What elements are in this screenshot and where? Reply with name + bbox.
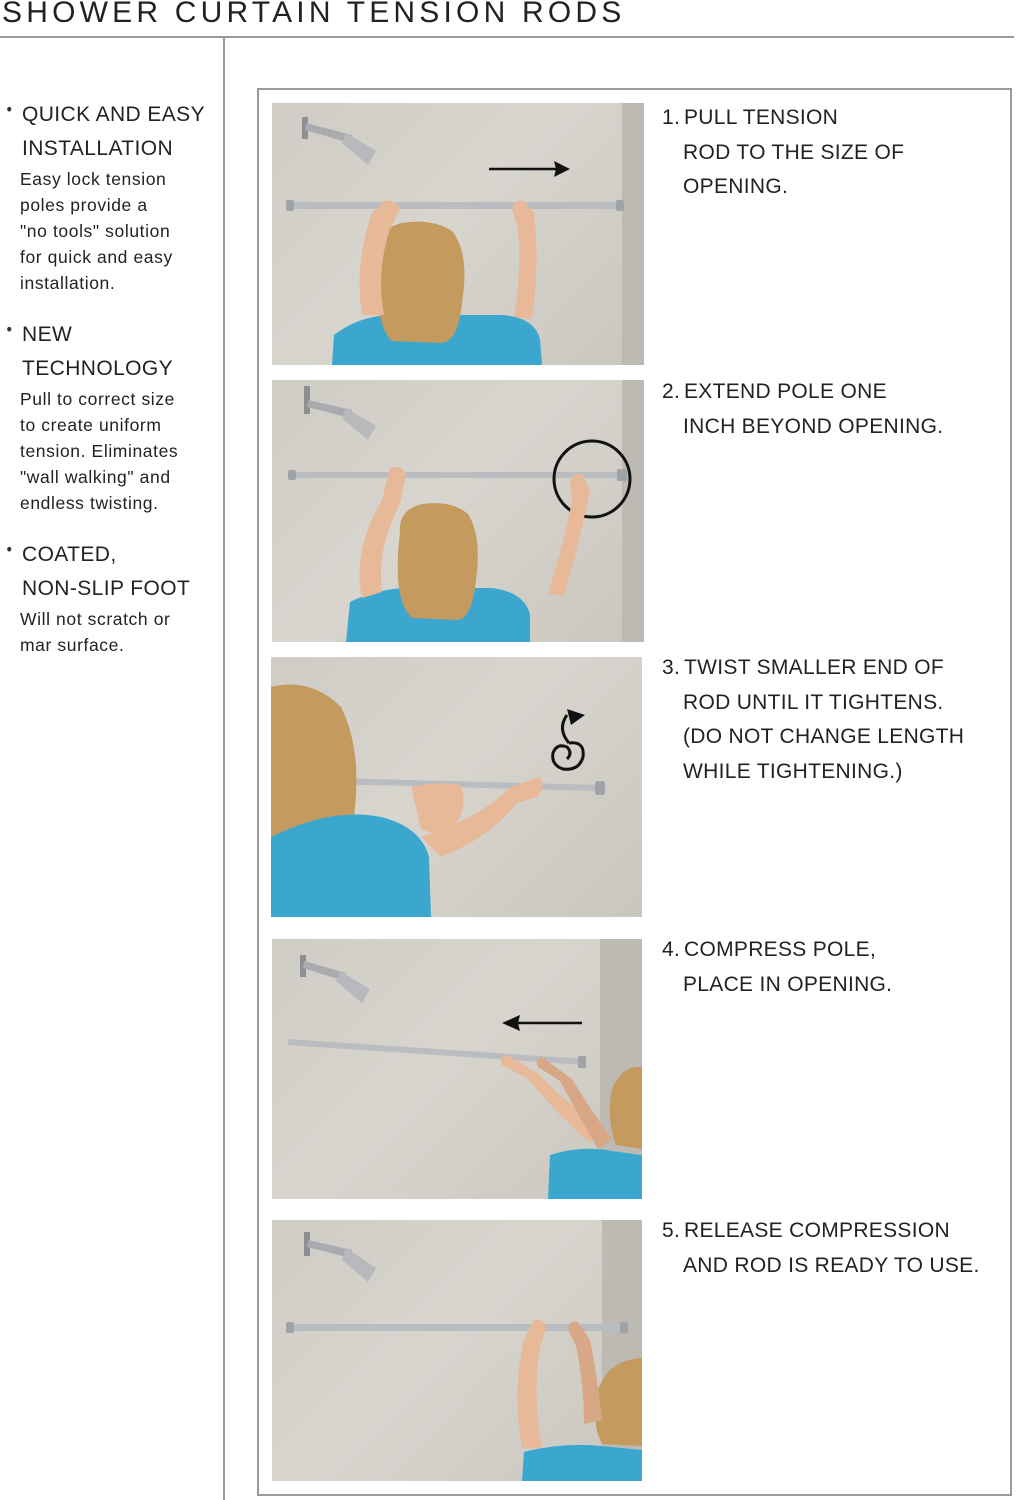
step-number: 2. — [662, 380, 681, 403]
step-number: 3. — [662, 656, 681, 679]
bullet-icon: • — [5, 320, 14, 339]
shower-head-icon — [304, 386, 376, 440]
step-1-photo — [272, 103, 644, 365]
feature-item — [0, 98, 215, 296]
feature-list — [0, 98, 215, 680]
person — [501, 1055, 642, 1199]
feature-heading: NEW TECHNOLOGY — [22, 323, 174, 380]
bullet-icon: • — [5, 100, 14, 119]
step-number: 4. — [662, 938, 681, 961]
step-4-text: 4. COMPRESS POLE, PLACE IN OPENING. — [662, 933, 1002, 1002]
shower-head-icon — [302, 117, 376, 165]
shower-head-icon — [300, 955, 370, 1003]
feature-body: Will not scratch or mar surface. — [20, 609, 171, 655]
arrow-right-icon — [489, 161, 570, 177]
step-3-text: 3. TWIST SMALLER END OF ROD UNTIL IT TIGHTENS. (DO NOT CHANGE LENGTH WHILE TIGHTENING.) — [662, 651, 1002, 789]
step-2-text: 2. EXTEND POLE ONE INCH BEYOND OPENING. — [662, 375, 1002, 444]
tension-rod — [286, 200, 624, 211]
feature-body: Pull to correct size to create uniform tension. Eliminates "wall walking" and endless twisting. — [20, 389, 179, 513]
step-3-photo — [271, 657, 642, 917]
tension-rod — [331, 778, 605, 795]
step-4-photo — [272, 939, 642, 1199]
bullet-icon: • — [5, 540, 14, 559]
step-5-text: 5. RELEASE COMPRESSION AND ROD IS READY TO USE. — [662, 1214, 1002, 1283]
column-divider — [223, 38, 225, 1500]
page-title: SHOWER CURTAIN TENSION RODS — [2, 0, 626, 29]
feature-body: Easy lock tension poles provide a "no tools" solution for quick and easy installation. — [20, 169, 173, 293]
step-5-photo — [272, 1220, 642, 1481]
person — [332, 201, 542, 365]
title-divider — [0, 36, 1014, 38]
feature-heading: COATED, NON-SLIP FOOT — [22, 543, 191, 600]
step-number: 5. — [662, 1219, 681, 1242]
feature-heading: QUICK AND EASY INSTALLATION — [22, 103, 205, 160]
step-number: 1. — [662, 106, 681, 129]
arrow-left-icon — [502, 1015, 582, 1031]
feature-item — [0, 318, 215, 516]
step-1-text: 1. PULL TENSION ROD TO THE SIZE OF OPENING. — [662, 101, 1002, 205]
person — [271, 685, 543, 918]
shower-head-icon — [304, 1232, 376, 1282]
feature-item — [0, 538, 215, 658]
spiral-twist-icon — [553, 709, 585, 769]
step-2-photo — [272, 380, 644, 642]
person — [346, 467, 590, 642]
